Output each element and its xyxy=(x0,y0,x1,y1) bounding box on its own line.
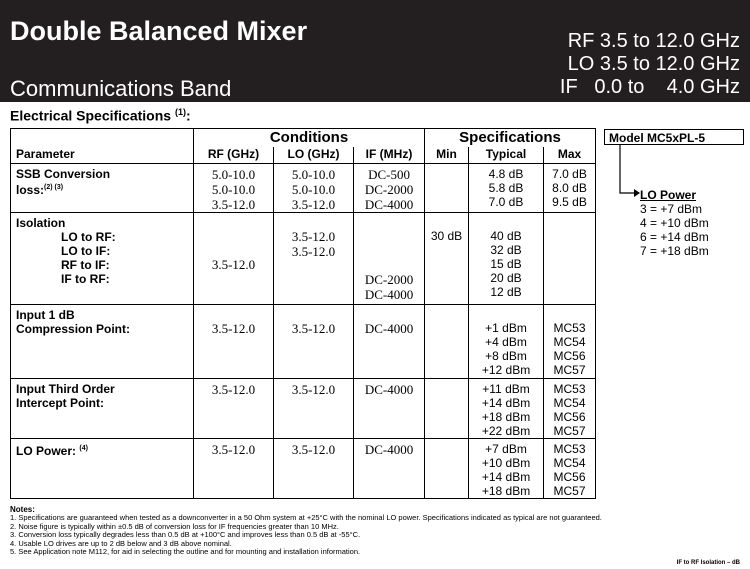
table-row: Input 1 dB Compression Point: 3.5-12.0 3.5-12.0 DC-4000 +1 dBm +4 dBm +8 dBm +12 dBm MC53 MC54 MC56 MC57 xyxy=(11,305,596,379)
model-label: Model MC5xPL-5 xyxy=(604,129,744,145)
footer-caption: IF to RF Isolation – dB xyxy=(676,560,740,566)
note-item: 1. Specifications are guaranteed when tested as a downconverter in a 50 Ohm system at +25°C with the nominal LO power. Specifications indicated as typical are not guaranteed. xyxy=(10,513,602,523)
col-typical: Typical xyxy=(469,147,544,164)
table-row: LO Power: $^{(4)}$ 3.5-12.0 3.5-12.0 DC-4000 +7 dBm +10 dBm +14 dBm +18 dBm MC53 MC54 MC56 MC57 xyxy=(11,439,596,499)
col-rf: RF (GHz) xyxy=(194,147,274,164)
lo-power-item: 4 = +10 dBm xyxy=(640,216,709,230)
notes-heading: Notes: xyxy=(10,505,35,514)
lo-power-legend xyxy=(640,188,709,258)
lo-range: LO 3.5 to 12.0 GHz xyxy=(567,53,740,75)
conditions-header: Conditions xyxy=(194,129,425,148)
col-parameter: Parameter xyxy=(11,147,194,164)
table-row: Input Third Order Intercept Point: 3.5-12.0 3.5-12.0 DC-4000 +11 dBm +14 dBm +18 dBm +22 dBm MC53 MC54 MC56 MC57 xyxy=(11,379,596,439)
section-title: Electrical Specifications $^{(1)}$: xyxy=(10,107,191,124)
rf-range: RF 3.5 to 12.0 GHz xyxy=(567,30,740,52)
col-min: Min xyxy=(425,147,469,164)
lo-power-arrow xyxy=(600,140,640,200)
note-item: 5. See Application note M112, for aid in selecting the outline and for mounting and installation information. xyxy=(10,547,361,557)
lo-power-legend-title: LO Power xyxy=(640,188,697,202)
col-if: IF (MHz) xyxy=(354,147,425,164)
if-range: IF 0.0 to 4.0 GHz xyxy=(559,76,740,98)
header-banner xyxy=(0,0,750,102)
table-group-header xyxy=(11,129,596,148)
note-item: 2. Noise figure is typically within ±0.5 dB of conversion loss for IF frequencies greater than 10 MHz. xyxy=(10,521,339,531)
col-max: Max xyxy=(544,147,596,164)
table-row: SSB Conversion loss:$^{(2) (3)}$ 5.0-10.0 5.0-10.0 3.5-12.0 5.0-10.0 5.0-10.0 3.5-12.0 DC-500 DC-2000 DC-4000 4.8 dB 5.8 dB 7.0 dB 7.0 dB 8.0 dB 9.5 dB xyxy=(11,164,596,213)
page-title: Double Balanced Mixer xyxy=(10,16,308,46)
spec-table xyxy=(10,128,596,499)
lo-power-item: 3 = +7 dBm xyxy=(640,202,703,216)
notes xyxy=(10,506,745,556)
col-lo: LO (GHz) xyxy=(274,147,354,164)
lo-power-item: 7 = +18 dBm xyxy=(640,244,709,258)
page-subtitle: Communications Band xyxy=(10,76,232,101)
specifications-header: Specifications xyxy=(425,129,596,148)
note-item: 3. Conversion loss typically degrades less than 0.5 dB at +100°C and improves less than 0.5 dB at -55°C. xyxy=(10,530,361,540)
table-row: Isolation LO to RF: LO to IF: RF to IF: IF to RF: 3.5-12.0 3.5-12.0 3.5-12.0 DC-2000 DC-4000 30 dB 40 dB 32 dB 15 dB 20 dB 12 dB xyxy=(11,213,596,305)
table-column-header xyxy=(11,147,596,164)
note-item: 4. Usable LO drives are up to 2 dB below and 3 dB above nominal. xyxy=(10,538,232,548)
lo-power-item: 6 = +14 dBm xyxy=(640,230,709,244)
